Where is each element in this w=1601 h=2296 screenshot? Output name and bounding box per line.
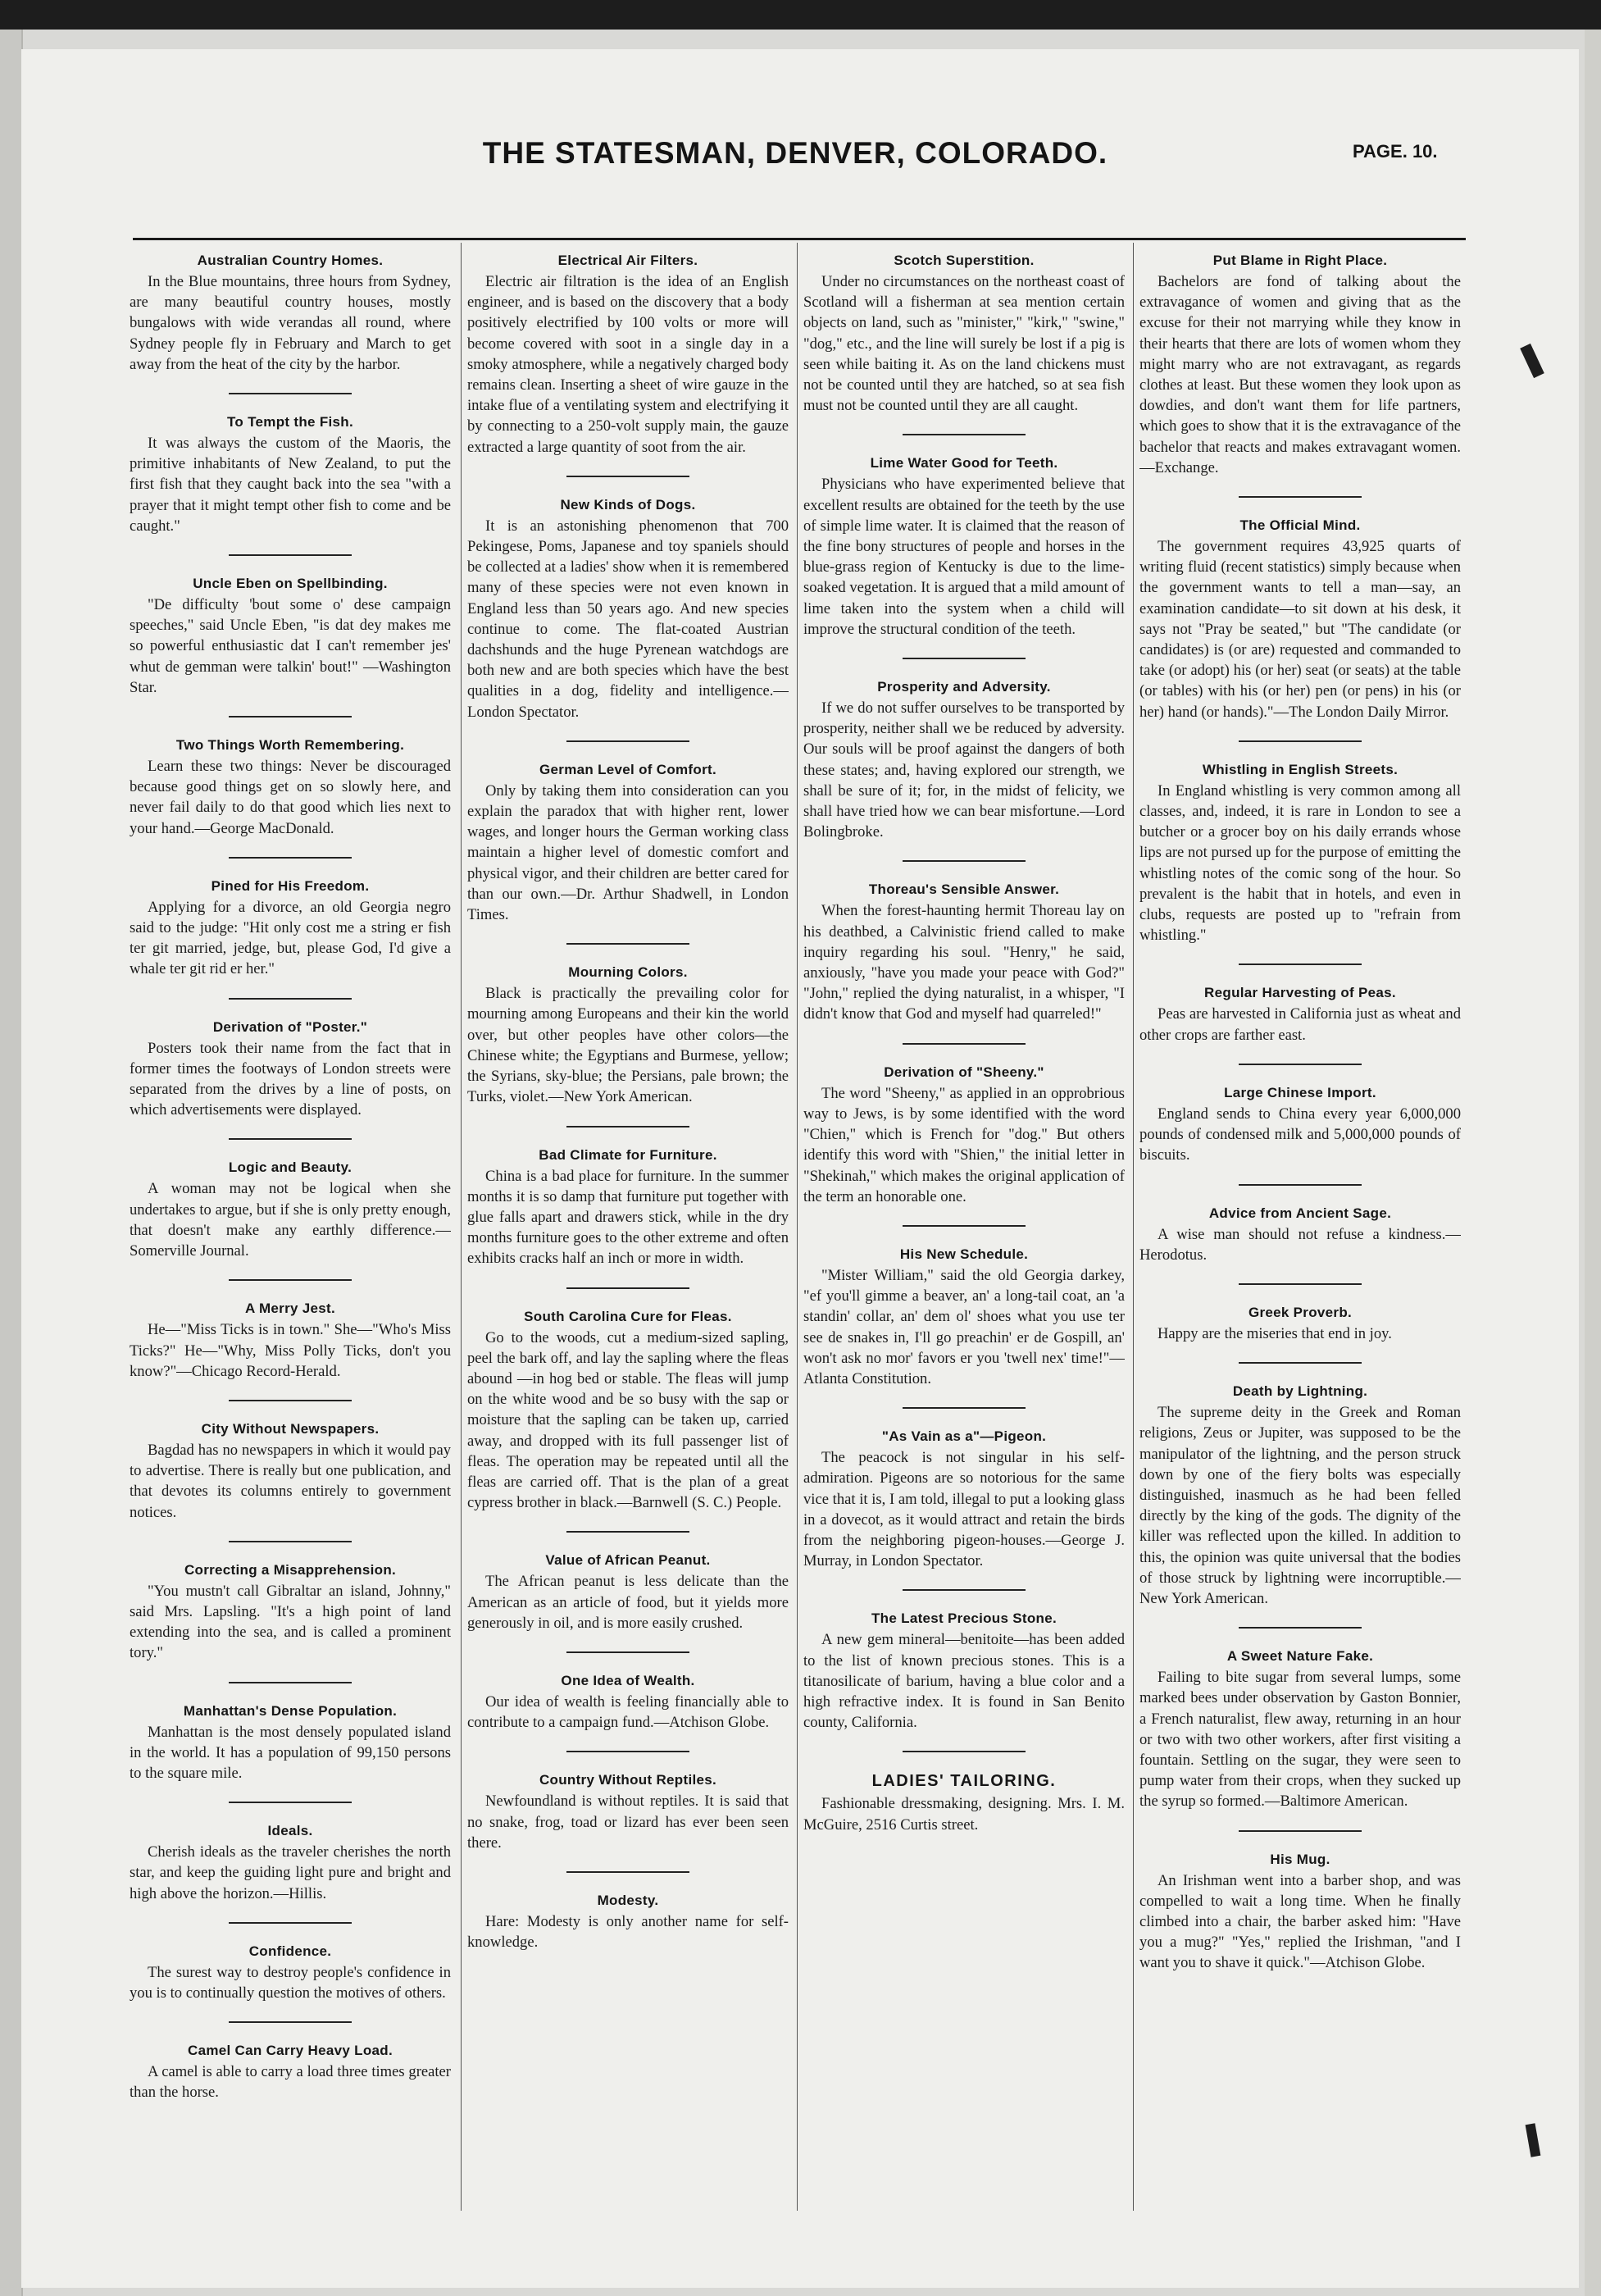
article — [130, 253, 451, 394]
article-separator — [229, 716, 352, 718]
article-headline: His New Schedule. — [899, 1246, 1029, 1262]
article-headline: Uncle Eben on Spellbinding. — [193, 576, 388, 592]
article-separator — [229, 1400, 352, 1401]
article-paragraph: In England whistling is very common among all classes, and, indeed, it is rare in London to see a butcher or a grocer boy on his daily errands whose lips are not pursed up for the purpose of emitting the whistling notes of the comic song of the hour. So prevalent is the habit that in hotels, and even in clubs, requests are posted up to "refrain from whistling." — [1139, 781, 1461, 945]
article — [803, 1428, 1125, 1591]
article — [130, 1421, 451, 1542]
article-separator — [229, 2021, 352, 2023]
article-paragraph: Black is practically the prevailing color for mourning among Europeans and their kin the world over, but other peoples have other colors—the Chinese white; the Egyptians and Burmese, yellow; the Syrians, sky-blue; the Persians, pale brown; the Turks, violet.—New York American. — [467, 985, 789, 1106]
article — [130, 1823, 451, 1924]
column-3 — [803, 248, 1125, 2216]
article-paragraph: If we do not suffer ourselves to be transported by prosperity, neither shall we be reduced by adversity. Our souls will be proof against the dangers of both these states; and, having explored our strength, we shall be sure of it; for, in the midst of felicity, we shall have tried how we can bear misfortune.—Lord Bolingbroke. — [803, 699, 1125, 841]
article-paragraph: Failing to bite sugar from several lumps, some marked bees under observation by Gaston Bonnier, a French naturalist, flew away, returning in an hour or two with two other workers, after first visiting a fountain. Settling on the sugar, they were seen to pump water from their crops, when they sucked up the syrup so formed.—Baltimore American. — [1139, 1669, 1461, 1811]
article — [130, 414, 451, 556]
article-headline: A Merry Jest. — [244, 1301, 336, 1317]
article-paragraph: Peas are harvested in California just as wheat and other crops are farther east. — [1139, 1005, 1461, 1044]
article-separator — [903, 1043, 1026, 1045]
article-headline: Manhattan's Dense Population. — [183, 1702, 398, 1719]
article-headline: Confidence. — [248, 1943, 332, 1959]
article-separator — [566, 943, 689, 945]
article-separator — [229, 998, 352, 1000]
article-paragraph: Learn these two things: Never be discouraged because good things get on so slowly here, and never fail daily to do that good which lies next to your hand.—George MacDonald. — [130, 758, 451, 837]
article-paragraph: "You mustn't call Gibraltar an island, Johnny," said Mrs. Lapsling. "It's a high point of land extending into the sea, and is called a prominent tory." — [130, 1582, 451, 1662]
article-paragraph: An Irishman went into a barber shop, and was compelled to wait a long time. When he finally climbed into a chair, the barber asked him: "Have you a mug?" "Yes," replied the Irishman, "and I want you to shave it quick."—Atchison Globe. — [1139, 1871, 1461, 1972]
article-separator — [229, 1922, 352, 1924]
article-headline: Camel Can Carry Heavy Load. — [188, 2043, 393, 2059]
column-1 — [130, 248, 451, 2216]
article-headline: Lime Water Good for Teeth. — [870, 455, 1058, 472]
article-separator — [229, 857, 352, 859]
article-separator — [566, 1651, 689, 1653]
article-headline: "As Vain as a"—Pigeon. — [881, 1428, 1047, 1445]
article-headline: Pined for His Freedom. — [211, 877, 370, 894]
article — [803, 882, 1125, 1044]
article — [467, 1893, 789, 1952]
article-separator — [566, 740, 689, 742]
article-separator — [903, 1225, 1026, 1227]
article-paragraph: When the forest-haunting hermit Thoreau lay on his deathbed, a Calvinistic friend called to make inquiry regarding his soul. "Henry," he said, anxiously, "have you made your peace with God?" "John," replied the dying naturalist, in a whisper, "I didn't know that God and myself had quarreled!" — [803, 902, 1125, 1023]
article-separator — [566, 1126, 689, 1128]
article-paragraph: In the Blue mountains, three hours from Sydney, are many beautiful country houses, mostly bungalows with wide verandas all round, where Sydney people fly in February and March to get away from the heat of the city by the harbor. — [130, 273, 451, 373]
article — [803, 253, 1125, 435]
scan-top-border — [0, 0, 1601, 30]
article — [467, 497, 789, 742]
article-paragraph: Bachelors are fond of talking about the extravagance of women and giving that as the excuse for their not marrying while they know in their hearts that there are lots of women whom they might marry who are not extravagant, as regards clothes at least. But these women they look upon as dowdies, and don't want them for life partners, which goes to show that it is the extravagance of the bachelor that reacts and makes extravagant women.—Exchange. — [1139, 273, 1461, 476]
article-separator — [903, 1407, 1026, 1409]
article-separator — [229, 393, 352, 394]
article-headline: To Tempt the Fish. — [227, 414, 353, 430]
article — [803, 1064, 1125, 1227]
article-paragraph: Under no circumstances on the northeast coast of Scotland will a fisherman at sea mention certain objects on land, such as "minister," "kirk," "swine," "dog," etc., and the line will surely be lost if a pig is seen while baiting it. As on the land chickens must not be counted until they are hatched, so at sea fish must not be counted until they are all caught. — [803, 273, 1125, 415]
article-separator — [566, 1287, 689, 1289]
article — [1139, 1852, 1461, 1974]
article-headline: Death by Lightning. — [1232, 1383, 1368, 1400]
article-separator — [1239, 1627, 1362, 1629]
article-paragraph: The word "Sheeny," as applied in an opprobrious way to Jews, is by some identified with the word "Chien," which is French for "dog." But others identify this word with "Shien," the initial letter in "Shekinah," which makes the original application of the term an honorable one. — [803, 1084, 1125, 1205]
article-headline: Correcting a Misapprehension. — [184, 1561, 397, 1578]
article-separator — [229, 554, 352, 556]
article — [803, 1246, 1125, 1409]
article-separator — [1239, 1184, 1362, 1186]
article — [803, 679, 1125, 862]
article — [1139, 1383, 1461, 1629]
article — [803, 1610, 1125, 1752]
article-paragraph: Electric air filtration is the idea of an English engineer, and is based on the discovery that a body positively electrified by 100 volts or more will become covered with soot in a single day in a smoky atmosphere, while a negatively charged body remains clean. Inserting a sheet of wire gauze in the intake flue of a ventilating system and electrifying it by connecting to a 250-volt supply main, the gauze extracted a large quantity of soot from the air. — [467, 273, 789, 456]
article — [467, 1772, 789, 1873]
article-paragraph: A wise man should not refuse a kindness.—Herodotus. — [1139, 1225, 1461, 1264]
article-separator — [1239, 1064, 1362, 1065]
article-paragraph: Fashionable dressmaking, designing. Mrs. I. M. McGuire, 2516 Curtis street. — [803, 1795, 1125, 1834]
article-separator — [903, 1751, 1026, 1752]
article-headline: One Idea of Wealth. — [561, 1672, 695, 1688]
column-4 — [1139, 248, 1461, 2216]
article-separator — [229, 1138, 352, 1140]
article-paragraph: The African peanut is less delicate than the American as an article of food, but it yields more generously in oil, and is more easily crushed. — [467, 1573, 789, 1632]
article — [467, 1147, 789, 1289]
article — [1139, 253, 1461, 498]
article-headline: Derivation of "Sheeny." — [884, 1064, 1044, 1080]
article — [803, 455, 1125, 659]
article-headline: Country Without Reptiles. — [539, 1772, 717, 1788]
article-separator — [903, 658, 1026, 659]
article-headline: Regular Harvesting of Peas. — [1204, 985, 1396, 1001]
article-headline: Scotch Superstition. — [894, 253, 1035, 268]
article-paragraph: Posters took their name from the fact that in former times the footways of London streets were separated from the drives by a line of posts, on which advertisements were displayed. — [130, 1039, 451, 1119]
article — [1139, 1205, 1461, 1285]
article — [467, 1552, 789, 1653]
page-number: PAGE. 10. — [1353, 141, 1438, 162]
article-headline: Put Blame in Right Place. — [1212, 253, 1388, 268]
article-paragraph: The peacock is not singular in his self-admiration. Pigeons are so notorious for the same vice that it is, I am told, illegal to put a looking glass in a dovecot, as it would attract and retain the birds from the neighboring pigeon-houses.—George J. Murray, in London Spectator. — [803, 1449, 1125, 1570]
article-paragraph: He—"Miss Ticks is in town." She—"Who's Miss Ticks?" He—"Why, Miss Polly Ticks, don't you know?"—Chicago Record-Herald. — [130, 1321, 451, 1380]
article-paragraph: A woman may not be logical when she undertakes to argue, but if she is only pretty enough, that doesn't make any earthly difference.—Somerville Journal. — [130, 1180, 451, 1260]
article — [803, 1772, 1125, 1834]
article-separator — [229, 1279, 352, 1281]
article — [1139, 1648, 1461, 1831]
article-paragraph: A camel is able to carry a load three times greater than the horse. — [130, 2063, 451, 2102]
article-paragraph: It was always the custom of the Maoris, the primitive inhabitants of New Zealand, to put the first fish that they caught back into the sea "with a prayer that it might tempt other fish to come and be caught." — [130, 435, 451, 535]
article — [130, 737, 451, 859]
article-paragraph: It is an astonishing phenomenon that 700 Pekingese, Poms, Japanese and toy spaniels should be collected at a ladies' show when it is remembered many of these species were not even known in England less than 50 years ago. And new species continue to come. The flat-coated Austrian dachshunds and the huge Pyrenean watchdogs are both new and are both species which have the best qualities in a dog, fidelity and intelligence.—London Spectator. — [467, 517, 789, 721]
article-headline: Mourning Colors. — [568, 964, 688, 981]
article-headline: The Latest Precious Stone. — [871, 1610, 1057, 1627]
article-separator — [566, 476, 689, 477]
article-separator — [229, 1682, 352, 1683]
article-paragraph: Cherish ideals as the traveler cherishes the north star, and keep the guiding light pure and bright and high above the horizon.—Hillis. — [130, 1843, 451, 1902]
column-divider — [461, 243, 462, 2211]
article-separator — [229, 1541, 352, 1542]
article — [130, 1019, 451, 1141]
article — [1139, 985, 1461, 1064]
article — [467, 1309, 789, 1533]
article — [130, 576, 451, 718]
column-divider — [797, 243, 798, 2211]
article — [467, 253, 789, 477]
article-paragraph: Our idea of wealth is feeling financially able to contribute to a campaign fund.—Atchison Globe. — [467, 1692, 789, 1732]
article — [130, 1943, 451, 2023]
article-headline: Derivation of "Poster." — [212, 1018, 368, 1035]
article-headline: Greek Proverb. — [1248, 1304, 1353, 1320]
article-paragraph: Newfoundland is without reptiles. It is said that no snake, frog, toad or lizard has ever been seen there. — [467, 1793, 789, 1852]
article — [1139, 762, 1461, 966]
article-headline: Thoreau's Sensible Answer. — [868, 882, 1060, 898]
article-separator — [566, 1871, 689, 1873]
article-headline: Advice from Ancient Sage. — [1208, 1205, 1392, 1221]
article — [130, 1159, 451, 1281]
article-headline: New Kinds of Dogs. — [560, 496, 696, 512]
article-paragraph: Manhattan is the most densely populated island in the world. It has a population of 99,150 persons to the square mile. — [130, 1723, 451, 1782]
article-headline: Prosperity and Adversity. — [877, 679, 1051, 695]
article-headline: German Level of Comfort. — [539, 761, 716, 777]
article-headline: Electrical Air Filters. — [557, 253, 698, 268]
article-headline: Australian Country Homes. — [197, 253, 384, 268]
article-headline: Two Things Worth Remembering. — [175, 737, 405, 754]
page-header — [0, 136, 1601, 185]
article-paragraph: The surest way to destroy people's confidence in you is to continually question the motives of others. — [130, 1963, 451, 2002]
article-headline: His Mug. — [1270, 1851, 1330, 1867]
article-headline: Logic and Beauty. — [228, 1159, 352, 1176]
article-headline: Ideals. — [267, 1823, 313, 1839]
article-separator — [1239, 1283, 1362, 1285]
article-paragraph: "De difficulty 'bout some o' dese campaign speeches," said Uncle Eben, "is dat dey makes me so powerful enthusiastic dat I can't remember jes' whut de gemman were talkin' bout!" —Washington Star. — [130, 596, 451, 696]
article-paragraph: A new gem mineral—benitoite—has been added to the list of known precious stones. This is a titanosilicate of barium, having a blue color and a high refractive index. It is found in San Benito county, California. — [803, 1631, 1125, 1732]
article-paragraph: Go to the woods, cut a medium-sized sapling, peel the bark off, and lay the sapling where the fleas abound —in hog bed or stable. The fleas will jump on the white wood and be so busy with the sap or moisture that the sapling can be taken up, carried away, and dropped with its full passenger list of fleas. The operation may be repeated until all the fleas are carried off. That is the plan of a great cypress brother in black.—Barnwell (S. C.) People. — [467, 1328, 789, 1512]
article — [130, 878, 451, 1000]
article-paragraph: Only by taking them into consideration can you explain the paradox that with higher rent, lower wages, and longer hours the German working class maintain a higher level of domestic comfort and physical vigor, and their children are better cared for than our own.—Dr. Arthur Shadwell, in London Times. — [467, 781, 789, 924]
article-paragraph: The supreme deity in the Greek and Roman religions, Zeus or Jupiter, was supposed to be the manipulator of the lightning, and the person struck down by one of the fiery bolts was especially distinguished, inasmuch as he had been felled directly by the king of the gods. The dignity of the killer was reflected upon the killed. In addition to this, the opinion was quite universal that the bodies of those struck by lightning were incorruptible.—New York American. — [1139, 1404, 1461, 1607]
article — [467, 964, 789, 1127]
article — [130, 1562, 451, 1683]
article-headline: Large Chinese Import. — [1224, 1084, 1376, 1100]
article-paragraph: Hare: Modesty is only another name for self-knowledge. — [467, 1912, 789, 1952]
article-paragraph: China is a bad place for furniture. In the summer months it is so damp that furniture put together with glue falls apart and drawers stick, while in the dry months furniture goes to the other extreme and often exhibits cracks half an inch or more in width. — [467, 1167, 789, 1268]
header-rule — [133, 238, 1466, 240]
article-separator — [903, 434, 1026, 435]
article — [130, 2043, 451, 2102]
article-paragraph: Physicians who have experimented believe that excellent results are obtained for the teeth by the use of simple lime water. It is claimed that the reason of the fine bony structures of people and horses in the blue-grass region of Kentucky is due to the lime-soaked vegetation. It is argued that a mild amount of lime taken into the system when a child will improve the structural condition of the teeth. — [803, 476, 1125, 638]
article — [130, 1703, 451, 1804]
article-separator — [1239, 740, 1362, 742]
article-separator — [566, 1531, 689, 1533]
article-headline: South Carolina Cure for Fleas. — [524, 1308, 732, 1324]
article-headline: Bad Climate for Furniture. — [539, 1146, 717, 1163]
article-paragraph: Applying for a divorce, an old Georgia negro said to the judge: "Hit only cost me a string er fish ter git married, jedge, but, please God, I'd give a whale ter git rid er her." — [130, 898, 451, 978]
article-separator — [229, 1802, 352, 1803]
column-2 — [467, 248, 789, 2216]
column-divider — [1133, 243, 1134, 2211]
article — [467, 1673, 789, 1752]
article — [467, 762, 789, 945]
article-headline: Modesty. — [597, 1892, 659, 1908]
scan-left-edge — [0, 30, 23, 2296]
scan-right-edge — [1585, 30, 1601, 2296]
article-separator — [1239, 963, 1362, 965]
article-headline: Value of African Peanut. — [545, 1552, 711, 1569]
article-separator — [903, 1589, 1026, 1591]
article-paragraph: "Mister William," said the old Georgia darkey, "ef you'll gimme a beaver, an' a long-tail coat, an 'a standin' collar, an' dem ol' shoes what you use ter see de snakes in, I'll go preachin' er de Gospill, an' won't ask no mor' favors er you 'twell nex' time!"—Atlanta Constitution. — [803, 1266, 1125, 1387]
article-paragraph: Happy are the miseries that end in joy. — [1158, 1324, 1392, 1342]
article-headline: City Without Newspapers. — [201, 1420, 380, 1437]
article-headline: The Official Mind. — [1239, 517, 1361, 534]
article-paragraph: England sends to China every year 6,000,000 pounds of condensed milk and 5,000,000 pounds of biscuits. — [1139, 1105, 1461, 1164]
article-headline: A Sweet Nature Fake. — [1226, 1648, 1374, 1665]
article-separator — [903, 860, 1026, 862]
article-separator — [1239, 496, 1362, 498]
article-headline: Whistling in English Streets. — [1202, 761, 1399, 777]
article-separator — [1239, 1362, 1362, 1364]
article-separator — [1239, 1830, 1362, 1832]
article-separator — [566, 1751, 689, 1752]
article — [130, 1301, 451, 1401]
masthead-title: THE STATESMAN, DENVER, COLORADO. — [482, 136, 1108, 170]
article-paragraph: The government requires 43,925 quarts of writing fluid (recent statistics) simply because when the government wants to tell a man—say, an examination candidate—to sit down at his desk, it says not "Pray be seated," but "The candidate (or candidates) is (or are) requested and commanded to take (or adopt) his (or her) seat (or seats) at the table (or tables) with his (or her) pen (or pens) in his (or her) hand (or hands)."—The London Daily Mirror. — [1139, 538, 1461, 721]
article-paragraph: Bagdad has no newspapers in which it would pay to advertise. There is really but one publication, and that devotes its columns entirely to government notices. — [130, 1441, 451, 1521]
article — [1139, 1085, 1461, 1186]
article-headline: LADIES' TAILORING. — [871, 1772, 1057, 1791]
article — [1139, 517, 1461, 742]
article — [1139, 1305, 1461, 1364]
